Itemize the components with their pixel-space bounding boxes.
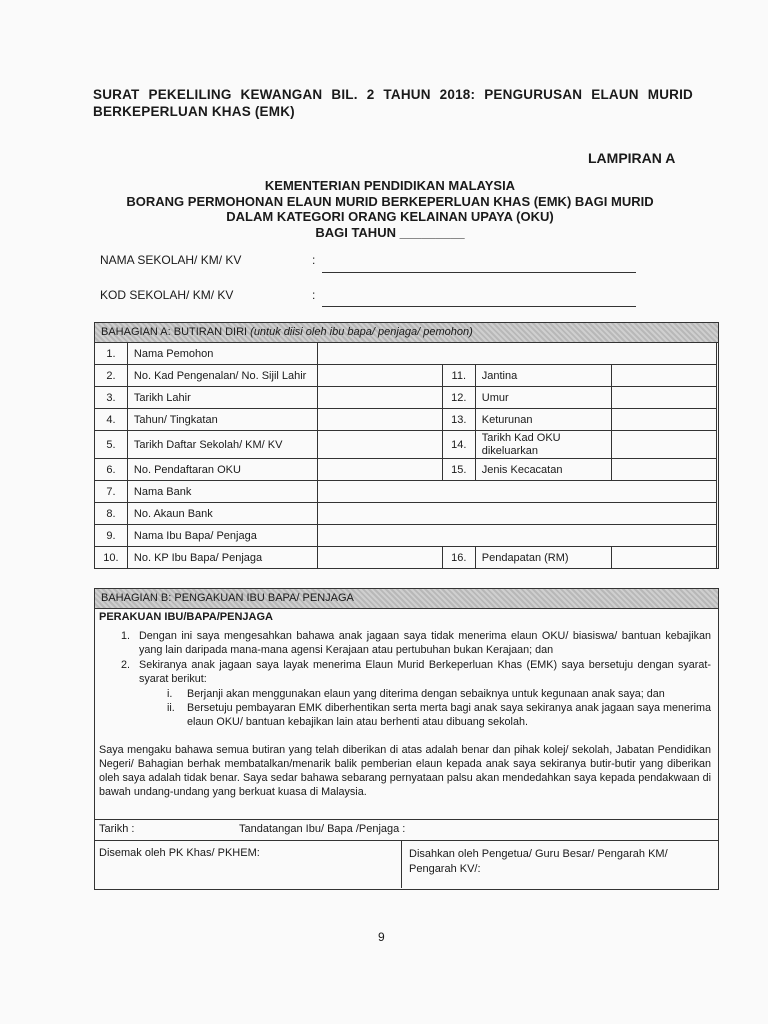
- table-row: 2. No. Kad Pengenalan/ No. Sijil Lahir 11. Jantina: [95, 365, 717, 387]
- personal-details-table: [94, 342, 717, 569]
- section-b: [94, 588, 719, 890]
- declaration-sub-ii: Bersetuju pembayaran EMK diberhentikan serta merta bagi anak saya sekiranya anak jagaan saya menerima elaun OKU/ bantuan kebajikan lain atau berhenti atau dibuang sekolah.: [187, 702, 711, 728]
- year-form-input[interactable]: [317, 409, 442, 431]
- oku-card-date-input[interactable]: [611, 431, 716, 459]
- declaration-item-2: Sekiranya anak jagaan saya layak menerima Elaun Murid Berkeperluan Khas (EMK) saya bersetuju dengan syarat-syarat berikut:: [139, 659, 711, 685]
- gender-input[interactable]: [611, 365, 716, 387]
- registration-date-input[interactable]: [317, 431, 442, 459]
- ethnicity-input[interactable]: [611, 409, 716, 431]
- table-row: 9. Nama Ibu Bapa/ Penjaga: [95, 525, 717, 547]
- form-title-line-1: BORANG PERMOHONAN ELAUN MURID BERKEPERLUAN KHAS (EMK) BAGI MURID: [126, 193, 654, 209]
- declaration-sub-i: Berjanji akan menggunakan elaun yang diterima dengan sebaiknya untuk kegunaan anak saya; dan: [187, 688, 665, 700]
- bank-name-input[interactable]: [317, 481, 716, 503]
- section-b-heading: BAHAGIAN B: PENGAKUAN IBU BAPA/ PENJAGA: [95, 589, 718, 609]
- signature-row: [95, 820, 718, 841]
- verification-row: [95, 841, 718, 888]
- guardian-name-input[interactable]: [317, 525, 716, 547]
- declaration-statement: Saya mengaku bahawa semua butiran yang telah diberikan di atas adalah benar dan pihak kolej/ sekolah, Jabatan Pendidikan Negeri/ Bahagian berhak membatalkan/menarik balik pemberian elaun kepada anak saya sekiranya butir-butir yang diberikan oleh saya adalah tidak benar. Saya sedar bahawa sebarang pernyataan palsu akan mendedahkan saya kepada pendakwaan di bawah undang-undang yang berkuat kuasa di Malaysia.: [99, 744, 711, 798]
- declaration-item-1: Dengan ini saya mengesahkan bahawa anak jagaan saya tidak menerima elaun OKU/ biasiswa/ bantuan kebajikan yang lain daripada mana-mana agensi Kerajaan atau pertubuhan bukan Kerajaan; dan: [139, 630, 711, 656]
- form-title-line-3: BAGI TAHUN _________: [315, 224, 465, 240]
- table-row: 5. Tarikh Daftar Sekolah/ KM/ KV 14. Tarikh Kad OKU dikeluarkan: [95, 431, 717, 459]
- table-row: 4. Tahun/ Tingkatan 13. Keturunan: [95, 409, 717, 431]
- school-code-label: KOD SEKOLAH/ KM/ KV: [100, 288, 234, 302]
- column-divider: [401, 841, 402, 888]
- table-row: 10. No. KP Ibu Bapa/ Penjaga 16. Pendapatan (RM): [95, 547, 717, 569]
- table-row: 6. No. Pendaftaran OKU 15. Jenis Kecacatan: [95, 459, 717, 481]
- school-code-input[interactable]: [322, 306, 636, 307]
- signature-label: Tandatangan Ibu/ Bapa /Penjaga :: [239, 823, 406, 835]
- table-row: 1. Nama Pemohon: [95, 343, 717, 365]
- bank-account-input[interactable]: [317, 503, 716, 525]
- page-number: 9: [378, 930, 385, 944]
- guardian-ic-input[interactable]: [317, 547, 442, 569]
- date-label: Tarikh :: [99, 823, 135, 835]
- section-a: [94, 322, 719, 569]
- declaration-box: PERAKUAN IBU/BAPA/PENJAGA 1. Dengan ini saya mengesahkan bahawa anak jagaan saya tidak menerima elaun OKU/ biasiswa/ bantuan kebajikan yang lain daripada mana-mana agensi Kerajaan atau pertubuhan bukan Kerajaan; dan 2. Sekiranya anak jagaan saya layak menerima Elaun Murid Berkeperluan Khas (EMK) saya bersetuju dengan syarat-syarat berikut: i. Berjanji akan menggunakan elaun yang diterima dengan sebaiknya untuk kegunaan anak saya; dan ii. Bersetuju pembayaran EMK diberhentikan serta merta bagi anak saya sekiranya anak jagaan saya menerima elaun OKU/ bantuan kebajikan lain atau berhenti atau dibuang sekolah. Saya mengaku bahawa semua butiran yang telah diberikan di atas adalah benar dan pihak kolej/ sekolah, Jabatan Pendidikan Negeri/ Bahagian berhak membatalkan/menarik balik pemberian elaun kepada anak saya sekiranya butir-butir yang diberikan oleh saya adalah tidak benar. Saya sedar bahawa sebarang pernyataan palsu akan mendedahkan saya kepada pendakwaan di bawah undang-undang yang berkuat kuasa di Malaysia.: [95, 609, 718, 820]
- approved-by-label: Disahkan oleh Pengetua/ Guru Besar/ Pengarah KM/ Pengarah KV/:: [409, 848, 668, 875]
- lampiran-label: LAMPIRAN A: [588, 150, 676, 166]
- table-row: 3. Tarikh Lahir 12. Umur: [95, 387, 717, 409]
- form-title-block: [90, 178, 690, 240]
- age-input[interactable]: [611, 387, 716, 409]
- table-row: 7. Nama Bank: [95, 481, 717, 503]
- section-a-heading: BAHAGIAN A: BUTIRAN DIRI (untuk diisi oleh ibu bapa/ penjaga/ pemohon): [95, 323, 718, 343]
- school-name-label: NAMA SEKOLAH/ KM/ KV: [100, 253, 242, 267]
- school-name-colon: :: [312, 253, 316, 267]
- checked-by-label: Disemak oleh PK Khas/ PKHEM:: [99, 847, 260, 859]
- school-code-colon: :: [312, 288, 316, 302]
- disability-type-input[interactable]: [611, 459, 716, 481]
- applicant-name-input[interactable]: [317, 343, 716, 365]
- circular-title: SURAT PEKELILING KEWANGAN BIL. 2 TAHUN 2018: PENGURUSAN ELAUN MURID BERKEPERLUAN KHAS (EMK): [93, 87, 693, 119]
- oku-registration-input[interactable]: [317, 459, 442, 481]
- form-title-line-2: DALAM KATEGORI ORANG KELAINAN UPAYA (OKU): [226, 209, 554, 224]
- ministry-name: KEMENTERIAN PENDIDIKAN MALAYSIA: [264, 178, 516, 193]
- ic-number-input[interactable]: [317, 365, 442, 387]
- table-row: 8. No. Akaun Bank: [95, 503, 717, 525]
- birth-date-input[interactable]: [317, 387, 442, 409]
- declaration-subheading: PERAKUAN IBU/BAPA/PENJAGA: [99, 611, 273, 623]
- income-input[interactable]: [611, 547, 716, 569]
- school-name-input[interactable]: [322, 272, 636, 273]
